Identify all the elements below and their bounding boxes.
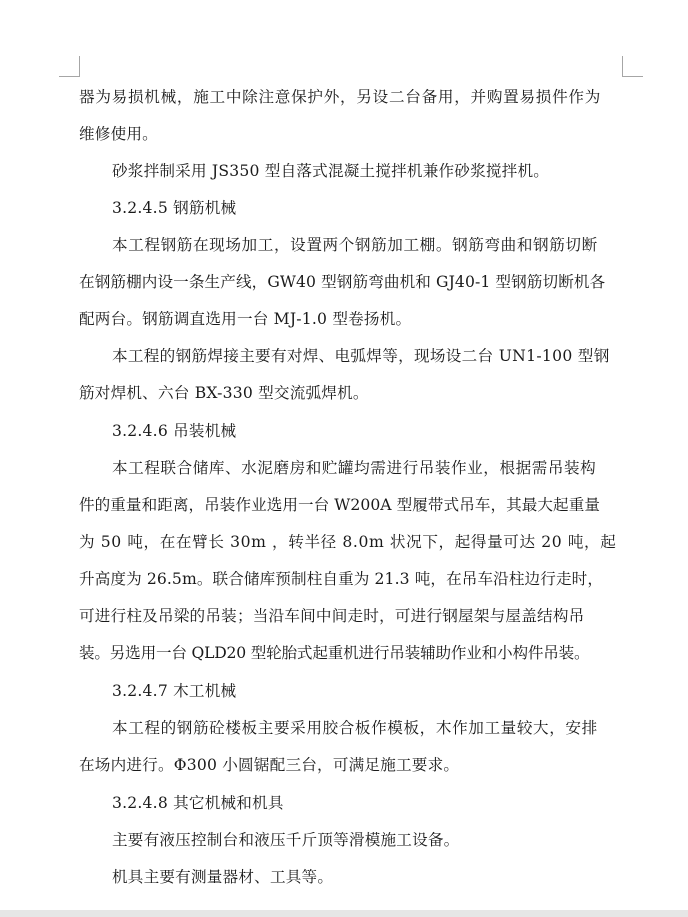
section-heading: 3.2.4.6 吊装机械 — [112, 422, 237, 440]
text-line: 装。另选用一台 QLD20 型轮胎式起重机进行吊装辅助作业和小构件吊装。 — [79, 644, 590, 662]
section-heading: 3.2.4.7 木工机械 — [112, 682, 237, 700]
text-line: 在钢筋棚内设一条生产线，GW40 型钢筋弯曲机和 GJ40-1 型钢筋切断机各 — [79, 273, 606, 291]
crop-mark-top-left — [59, 56, 80, 77]
page-bottom-edge — [0, 910, 688, 917]
text-line: 主要有液压控制台和液压千斤顶等滑模施工设备。 — [112, 831, 460, 849]
text-line: 器为易损机械，施工中除注意保护外，另设二台备用，并购置易损件作为 — [79, 88, 602, 106]
section-heading: 3.2.4.5 钢筋机械 — [112, 199, 237, 217]
text-line: 维修使用。 — [79, 125, 158, 143]
text-line: 配两台。钢筋调直选用一台 MJ-1.0 型卷扬机。 — [79, 310, 412, 328]
text-line: 机具主要有测量器材、工具等。 — [112, 868, 334, 886]
text-line: 本工程的钢筋焊接主要有对焊、电弧焊等，现场设二台 UN1-100 型钢 — [112, 347, 610, 365]
text-line: 升高度为 26.5m。联合储库预制柱自重为 21.3 吨，在吊车沿柱边行走时， — [79, 570, 604, 588]
text-line: 件的重量和距离，吊装作业选用一台 W200A 型履带式吊车，其最大起重量 — [79, 496, 600, 514]
text-line: 本工程钢筋在现场加工，设置两个钢筋加工棚。钢筋弯曲和钢筋切断 — [112, 236, 598, 254]
text-line: 可进行柱及吊梁的吊装；当沿车间中间走时，可进行钢屋架与屋盖结构吊 — [79, 607, 585, 625]
section-heading: 3.2.4.8 其它机械和机具 — [112, 794, 284, 812]
text-line: 筋对焊机、六台 BX-330 型交流弧焊机。 — [79, 384, 369, 402]
text-line: 砂浆拌制采用 JS350 型自落式混凝土搅拌机兼作砂浆搅拌机。 — [112, 162, 550, 180]
text-line: 本工程联合储库、水泥磨房和贮罐均需进行吊装作业，根据需吊装构 — [112, 459, 597, 477]
crop-mark-top-right — [622, 56, 643, 77]
text-line: 在场内进行。Φ300 小圆锯配三台，可满足施工要求。 — [79, 756, 460, 774]
text-line: 本工程的钢筋砼楼板主要采用胶合板作模板，木作加工量较大，安排 — [112, 719, 598, 737]
text-line: 为 50 吨，在在臂长 30m ，转半径 8.0m 状况下，起得量可达 20 吨，起 — [79, 533, 617, 551]
